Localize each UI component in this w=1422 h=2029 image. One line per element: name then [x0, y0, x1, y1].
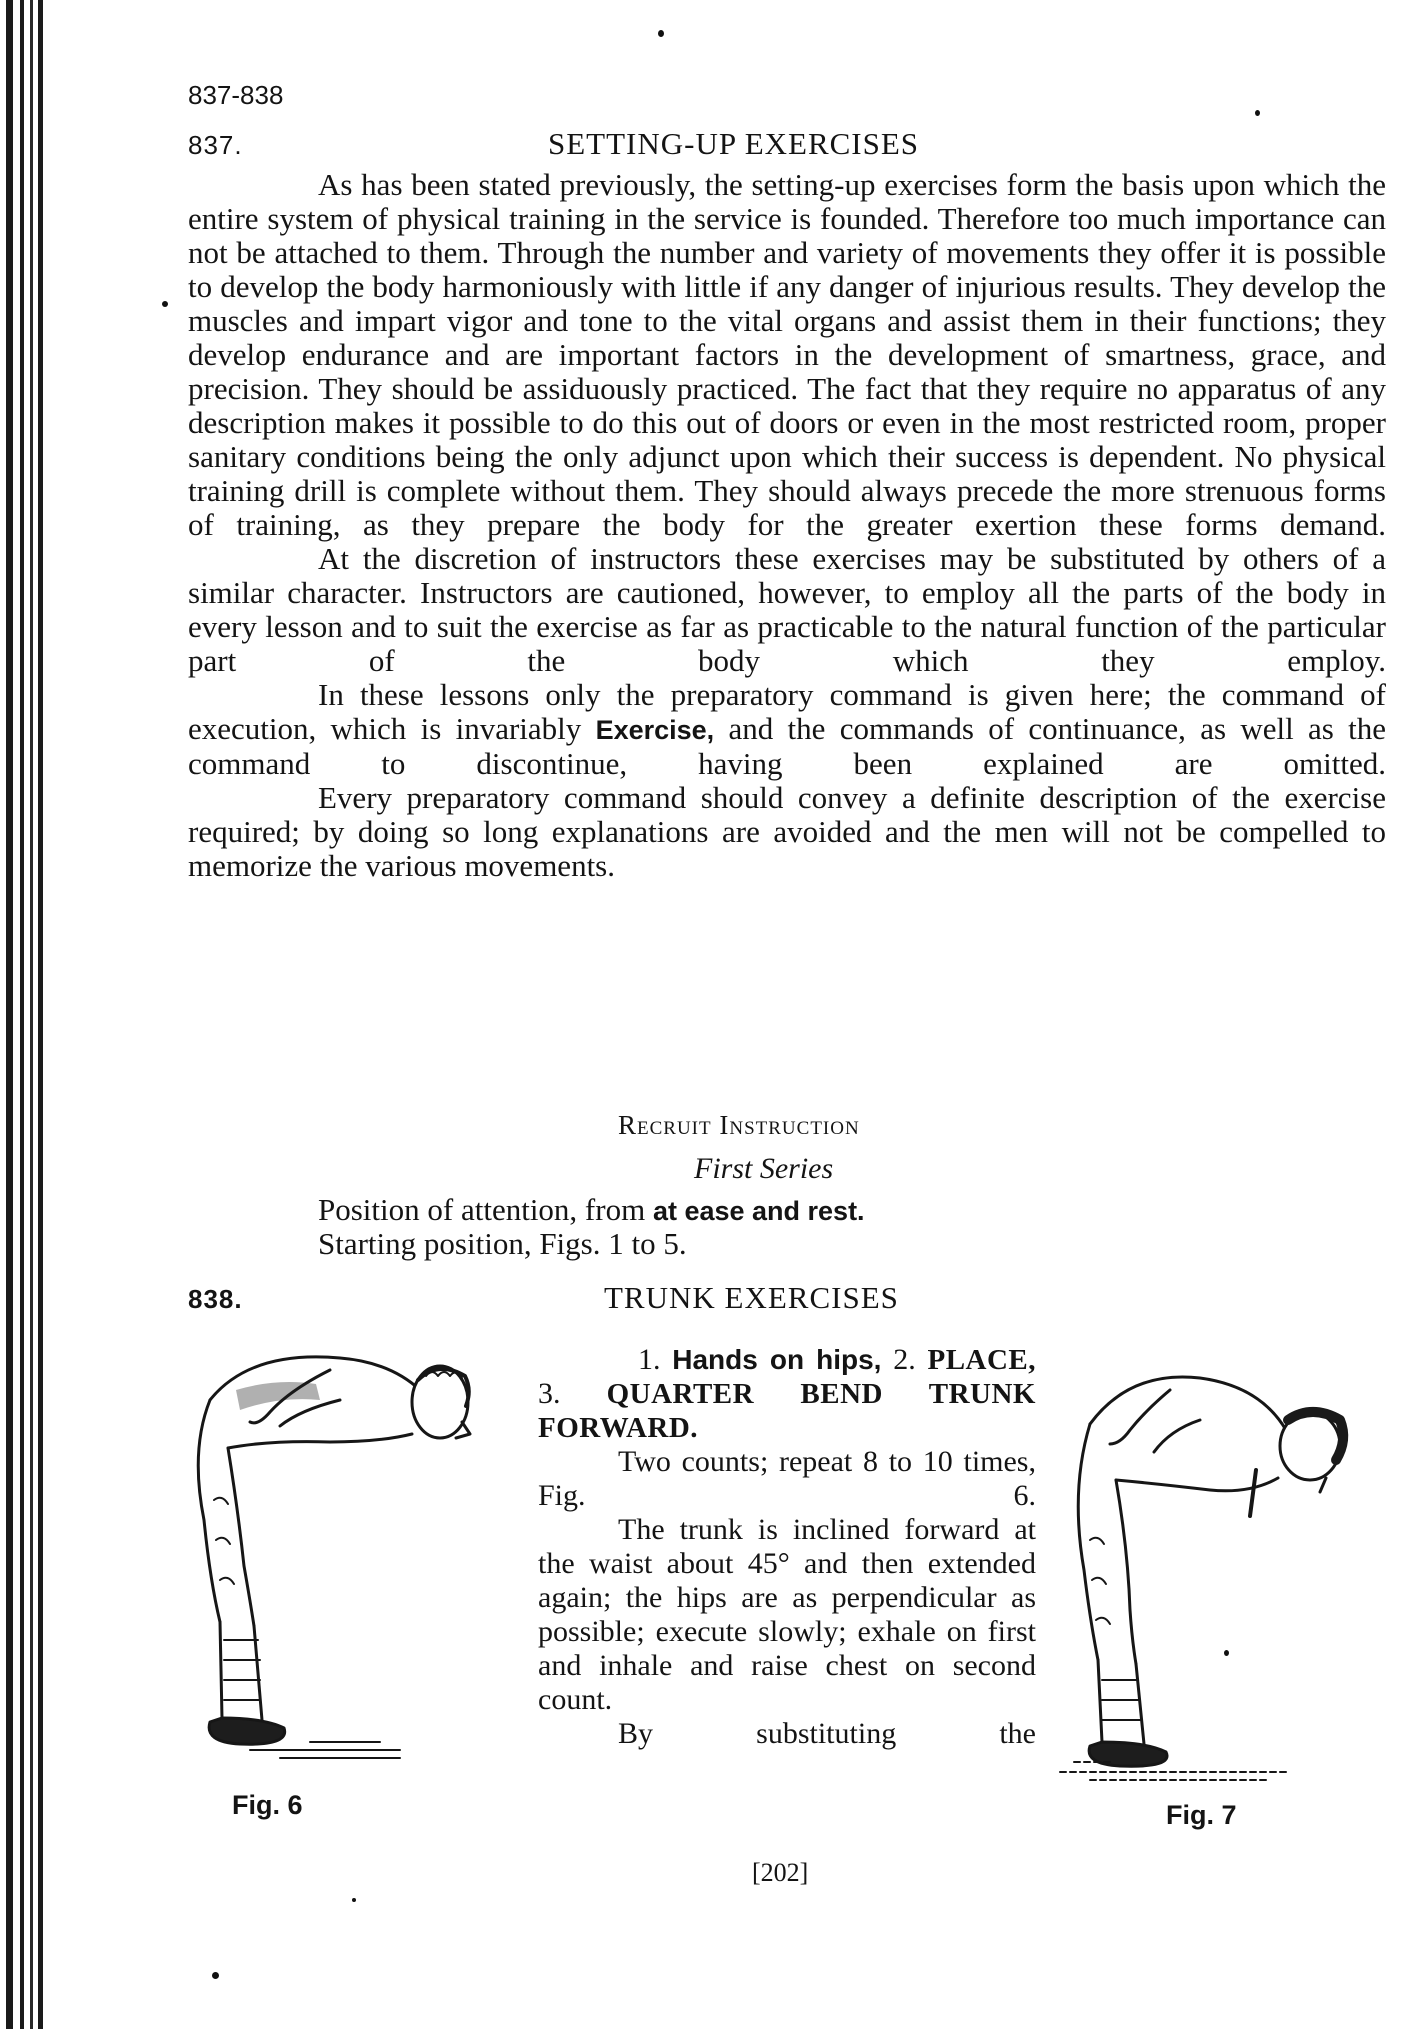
series-heading: First Series [694, 1152, 834, 1185]
book-spine-edge [0, 0, 48, 2029]
trunk-exercise-text [538, 1343, 1036, 1751]
section-837-title: SETTING-UP EXERCISES [548, 126, 920, 161]
page-number: [202] [752, 1858, 809, 1887]
recruit-instruction-heading: Recruit Instruction [618, 1110, 860, 1140]
section-838-title: TRUNK EXERCISES [604, 1280, 899, 1315]
fig-6-illustration [180, 1330, 480, 1770]
section-837-body [188, 168, 1386, 883]
starting-position-line: Starting position, Figs. 1 to 5. [318, 1226, 687, 1261]
exercise-command: 1. Hands on hips, 2. PLACE, 3. QUARTER BEND TRUNK FORWARD. [538, 1343, 1037, 1444]
fig-7-illustration [1050, 1360, 1360, 1800]
paragraph-1: As has been stated previously, the setting-up exercises form the basis upon which the entire system of physical training in the service is founded. Therefore too much importance can not be attached to them. Through the number and variety of movements they offer it is possible to develop the body harmoniously with little if any danger of injurious results. They develop the muscles and impart vigor and tone to the vital organs and assist them in their functions; they develop endurance and are important factors in the development of smartness, grace, and precision. They should be assiduously practiced. The fact that they require no apparatus of any description makes it possible to do this out of doors or even in the most restricted room, proper sanitary conditions being the only adjunct upon which their success is dependent. No physical training drill is complete without them. They should always precede the more strenuous forms of training, as they prepare the body for the greater exertion these forms demand. [188, 167, 1386, 542]
section-838-number: 838. [188, 1284, 243, 1314]
page-range-label: 837-838 [188, 80, 284, 110]
exercise-counts: Two counts; repeat 8 to 10 times, Fig. 6. [538, 1445, 1036, 1512]
scan-speck [352, 1898, 356, 1902]
paragraph-3: In these lessons only the preparatory command is given here; the command of execution, which is invariably Exercise, and the commands of continuance, as well as the command to discontinue, having been explained are omitted. [188, 677, 1387, 781]
fig-7-caption: Fig. 7 [1166, 1800, 1237, 1830]
scan-speck [1255, 110, 1260, 116]
scan-speck [212, 1972, 219, 1979]
paragraph-4: Every preparatory command should convey a definite description of the exercise required; by doing so long explanations are avoided and the men will not be compelled to memorize the various movements. [188, 780, 1386, 883]
scan-speck [658, 30, 664, 37]
scan-speck [162, 301, 168, 307]
exercise-continuation: By substituting the [618, 1717, 1036, 1750]
position-attention-line: Position of attention, from at ease and rest. [318, 1192, 865, 1227]
paragraph-2: At the discretion of instructors these exercises may be substituted by others of a similar character. Instructors are cautioned, however, to employ all the parts of the body in every lesson and to suit the exercise as far as practicable to the natural function of the particular part of the body which they employ. [188, 541, 1386, 678]
exercise-command-bold: Exercise, [595, 715, 715, 745]
fig-6-caption: Fig. 6 [232, 1790, 303, 1820]
exercise-description: The trunk is inclined forward at the waist about 45° and then extended again; the hips are as perpendicular as possible; execute slowly; exhale on first and inhale and raise chest on second count. [538, 1513, 1036, 1716]
section-837-number: 837. [188, 130, 243, 160]
